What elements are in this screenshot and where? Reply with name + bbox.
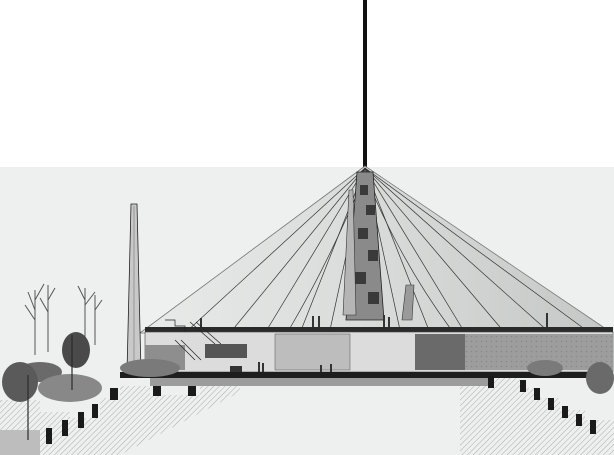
foundation xyxy=(150,378,490,386)
deck-slab xyxy=(145,327,613,332)
mast-line xyxy=(363,0,367,172)
